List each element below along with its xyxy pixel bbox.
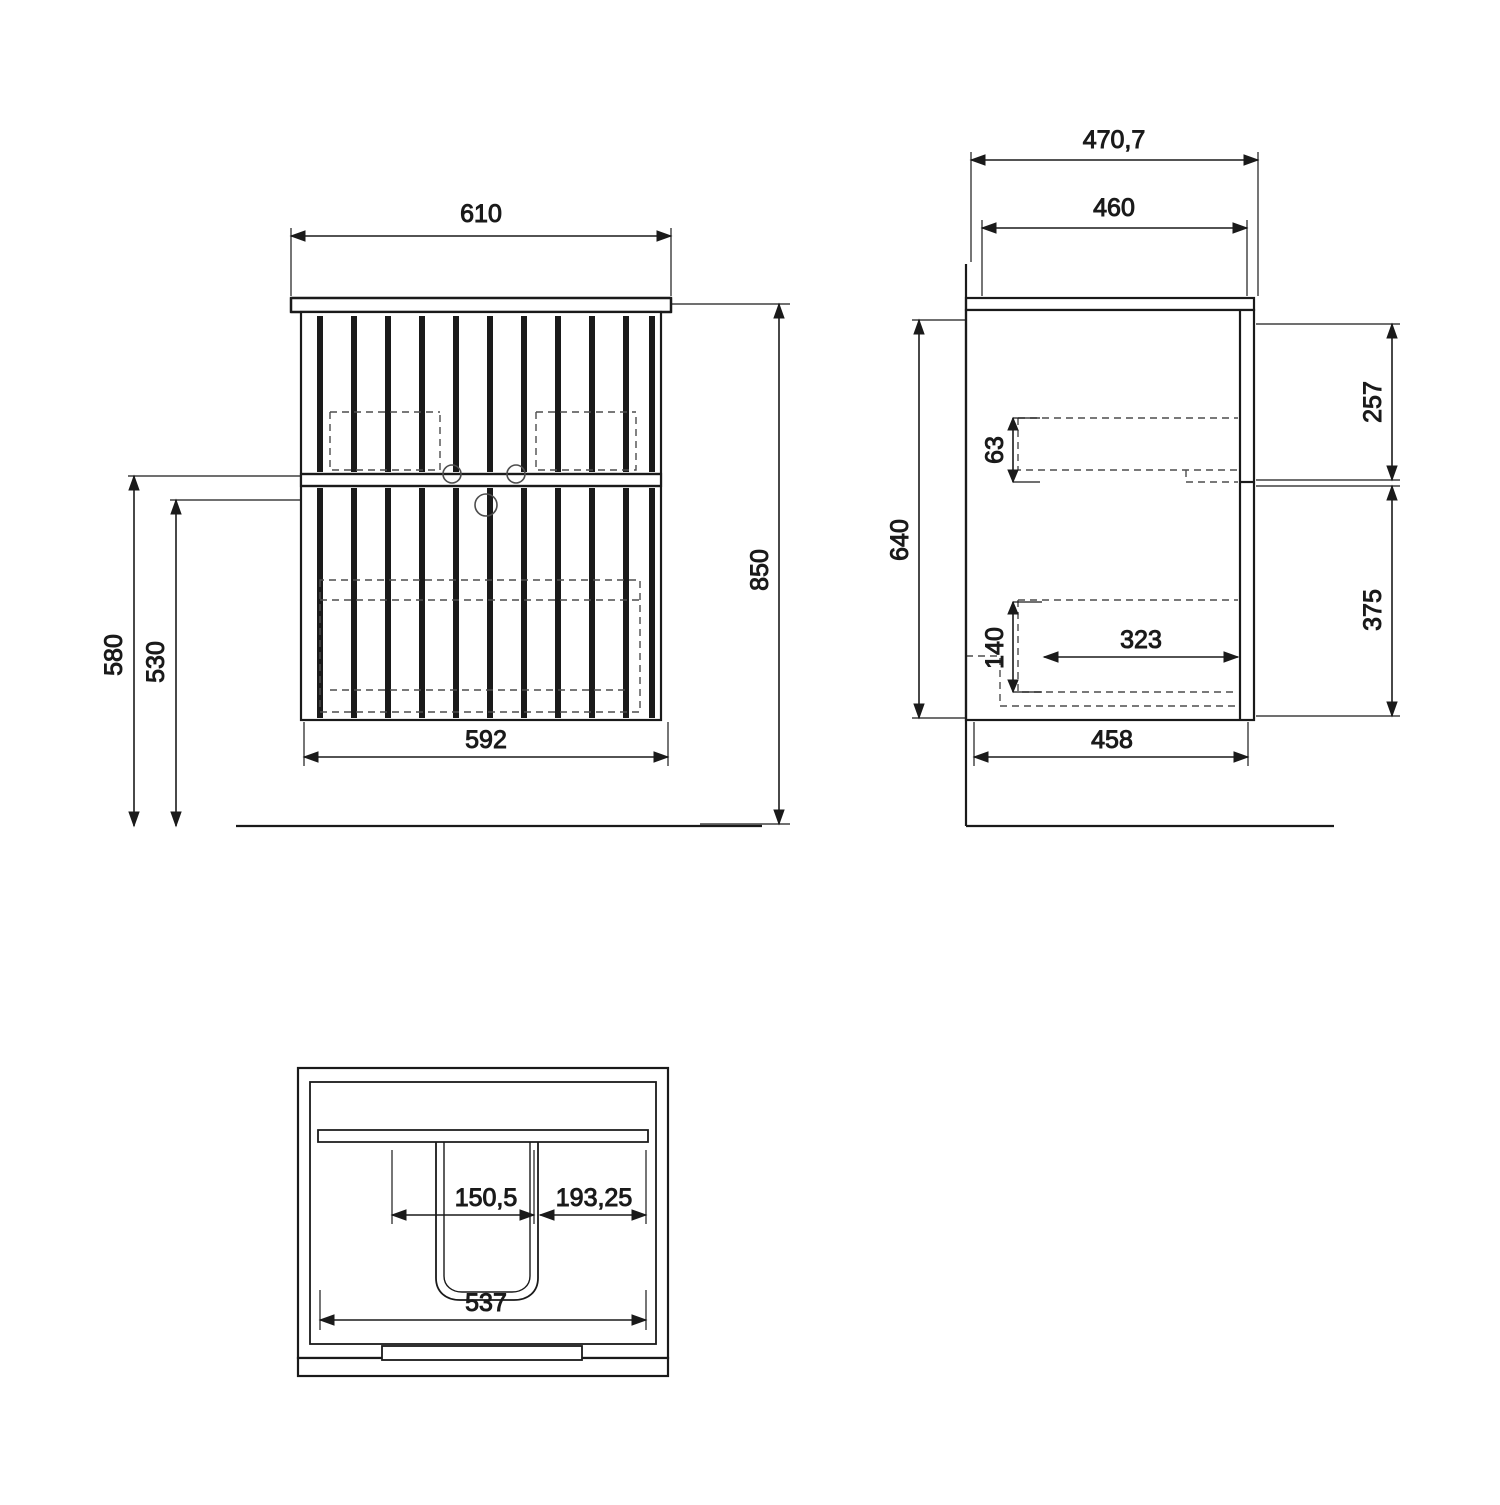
- dim-140-label: 140: [981, 627, 1009, 669]
- dim-460-label: 460: [1093, 194, 1135, 222]
- dim-257-label: 257: [1359, 381, 1387, 423]
- top-view: [298, 1068, 668, 1376]
- dim-193-25-label: 193,25: [555, 1184, 633, 1212]
- dim-640-label: 640: [886, 519, 914, 561]
- side-cabinet-body: [966, 310, 1254, 720]
- dim-850-label: 850: [746, 549, 774, 591]
- dim-610-label: 610: [460, 200, 502, 228]
- dim-323-label: 323: [1120, 626, 1162, 654]
- side-countertop: [966, 298, 1254, 310]
- dim-580-label: 580: [100, 634, 128, 676]
- dim-537-label: 537: [465, 1289, 507, 1317]
- dim-375-label: 375: [1359, 589, 1387, 631]
- dim-63-label: 63: [981, 436, 1009, 464]
- dim-458-label: 458: [1091, 726, 1133, 754]
- dim-592-label: 592: [465, 726, 507, 754]
- dim-530-label: 530: [142, 641, 170, 683]
- top-handle-bar: [382, 1346, 582, 1360]
- dim-150-5-label: 150,5: [454, 1184, 518, 1212]
- dim-470-7-label: 470,7: [1082, 126, 1146, 154]
- front-countertop: [291, 298, 671, 312]
